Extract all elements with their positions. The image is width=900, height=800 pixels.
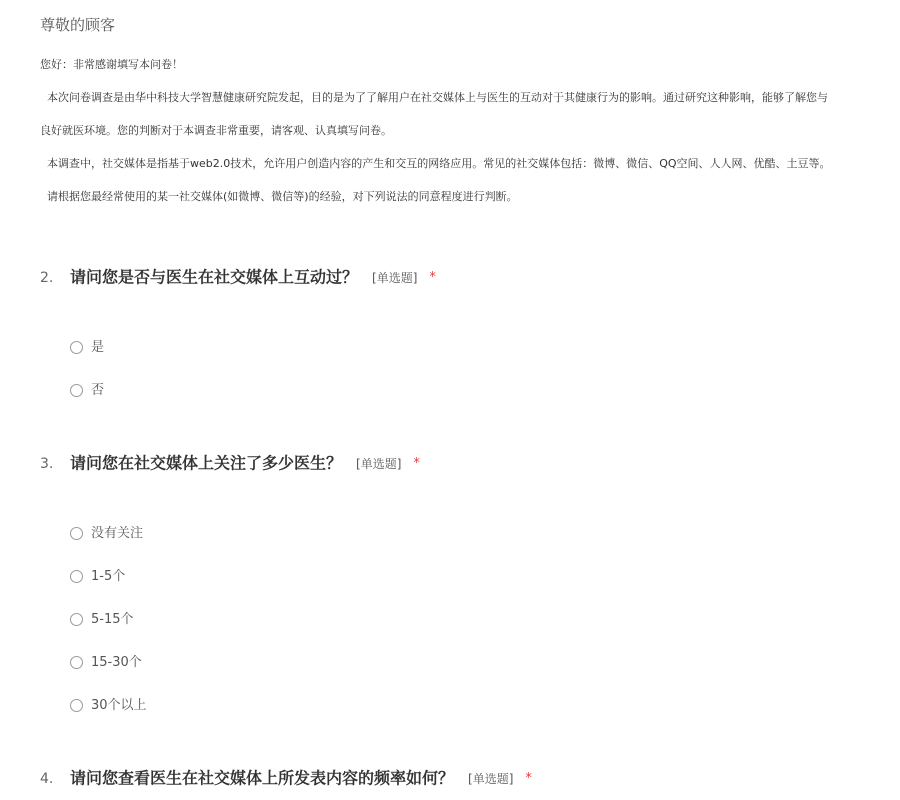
question-type-label: [单选题] xyxy=(356,456,402,471)
question-type-label: [单选题] xyxy=(468,771,514,786)
required-marker: * xyxy=(413,455,420,471)
question-number: 2. xyxy=(40,269,54,286)
intro-line-greeting: 您好：非常感谢填写本问卷！ xyxy=(40,58,183,71)
option-q2-no[interactable] xyxy=(70,381,104,399)
question-number: 3. xyxy=(40,455,54,472)
option-label: 1-5个 xyxy=(91,568,126,584)
intro-line-definition: 本调查中，社交媒体是指基于web2.0技术，允许用户创造内容的产生和交互的网络应用。常见的社交媒体包括：微博、微信、QQ空间、人人网、优酷、土豆等。 xyxy=(47,157,831,170)
option-label: 15-30个 xyxy=(91,654,142,670)
intro-line-purpose-cont: 良好就医环境。您的判断对于本调查非常重要，请客观、认真填写问卷。 xyxy=(40,124,392,137)
required-marker: * xyxy=(429,269,436,285)
radio-button[interactable] xyxy=(70,656,83,669)
option-label: 30个以上 xyxy=(91,697,147,713)
radio-button[interactable] xyxy=(70,570,83,583)
option-label: 5-15个 xyxy=(91,611,134,627)
radio-button[interactable] xyxy=(70,699,83,712)
radio-button[interactable] xyxy=(70,527,83,540)
option-label: 没有关注 xyxy=(91,525,144,541)
question-title: 请问您是否与医生在社交媒体上互动过？ xyxy=(70,267,359,287)
option-q3-none[interactable] xyxy=(70,524,143,542)
option-label: 是 xyxy=(91,339,105,355)
option-q3-15-30[interactable] xyxy=(70,653,142,671)
option-q3-30-plus[interactable] xyxy=(70,696,147,714)
question-3 xyxy=(40,452,420,474)
question-2 xyxy=(40,266,436,288)
option-q3-5-15[interactable] xyxy=(70,610,134,628)
required-marker: * xyxy=(525,770,532,786)
option-q2-yes[interactable] xyxy=(70,338,104,356)
question-title: 请问您查看医生在社交媒体上所发表内容的频率如何？ xyxy=(70,768,455,788)
intro-line-instruction: 请根据您最经常使用的某一社交媒体(如微博、微信等)的经验，对下列说法的同意程度进行判断。 xyxy=(47,190,518,203)
radio-button[interactable] xyxy=(70,613,83,626)
question-title: 请问您在社交媒体上关注了多少医生？ xyxy=(70,453,343,473)
question-4 xyxy=(40,767,532,789)
greeting-title: 尊敬的顾客 xyxy=(40,16,116,34)
option-q3-1-5[interactable] xyxy=(70,567,125,585)
question-number: 4. xyxy=(40,770,54,787)
question-type-label: [单选题] xyxy=(372,270,418,285)
radio-button[interactable] xyxy=(70,341,83,354)
intro-line-purpose: 本次问卷调查是由华中科技大学智慧健康研究院发起，目的是为了了解用户在社交媒体上与医生的互动对于其健康行为的影响。通过研究这种影响，能够了解您与 xyxy=(47,91,828,104)
option-label: 否 xyxy=(91,382,105,398)
radio-button[interactable] xyxy=(70,384,83,397)
